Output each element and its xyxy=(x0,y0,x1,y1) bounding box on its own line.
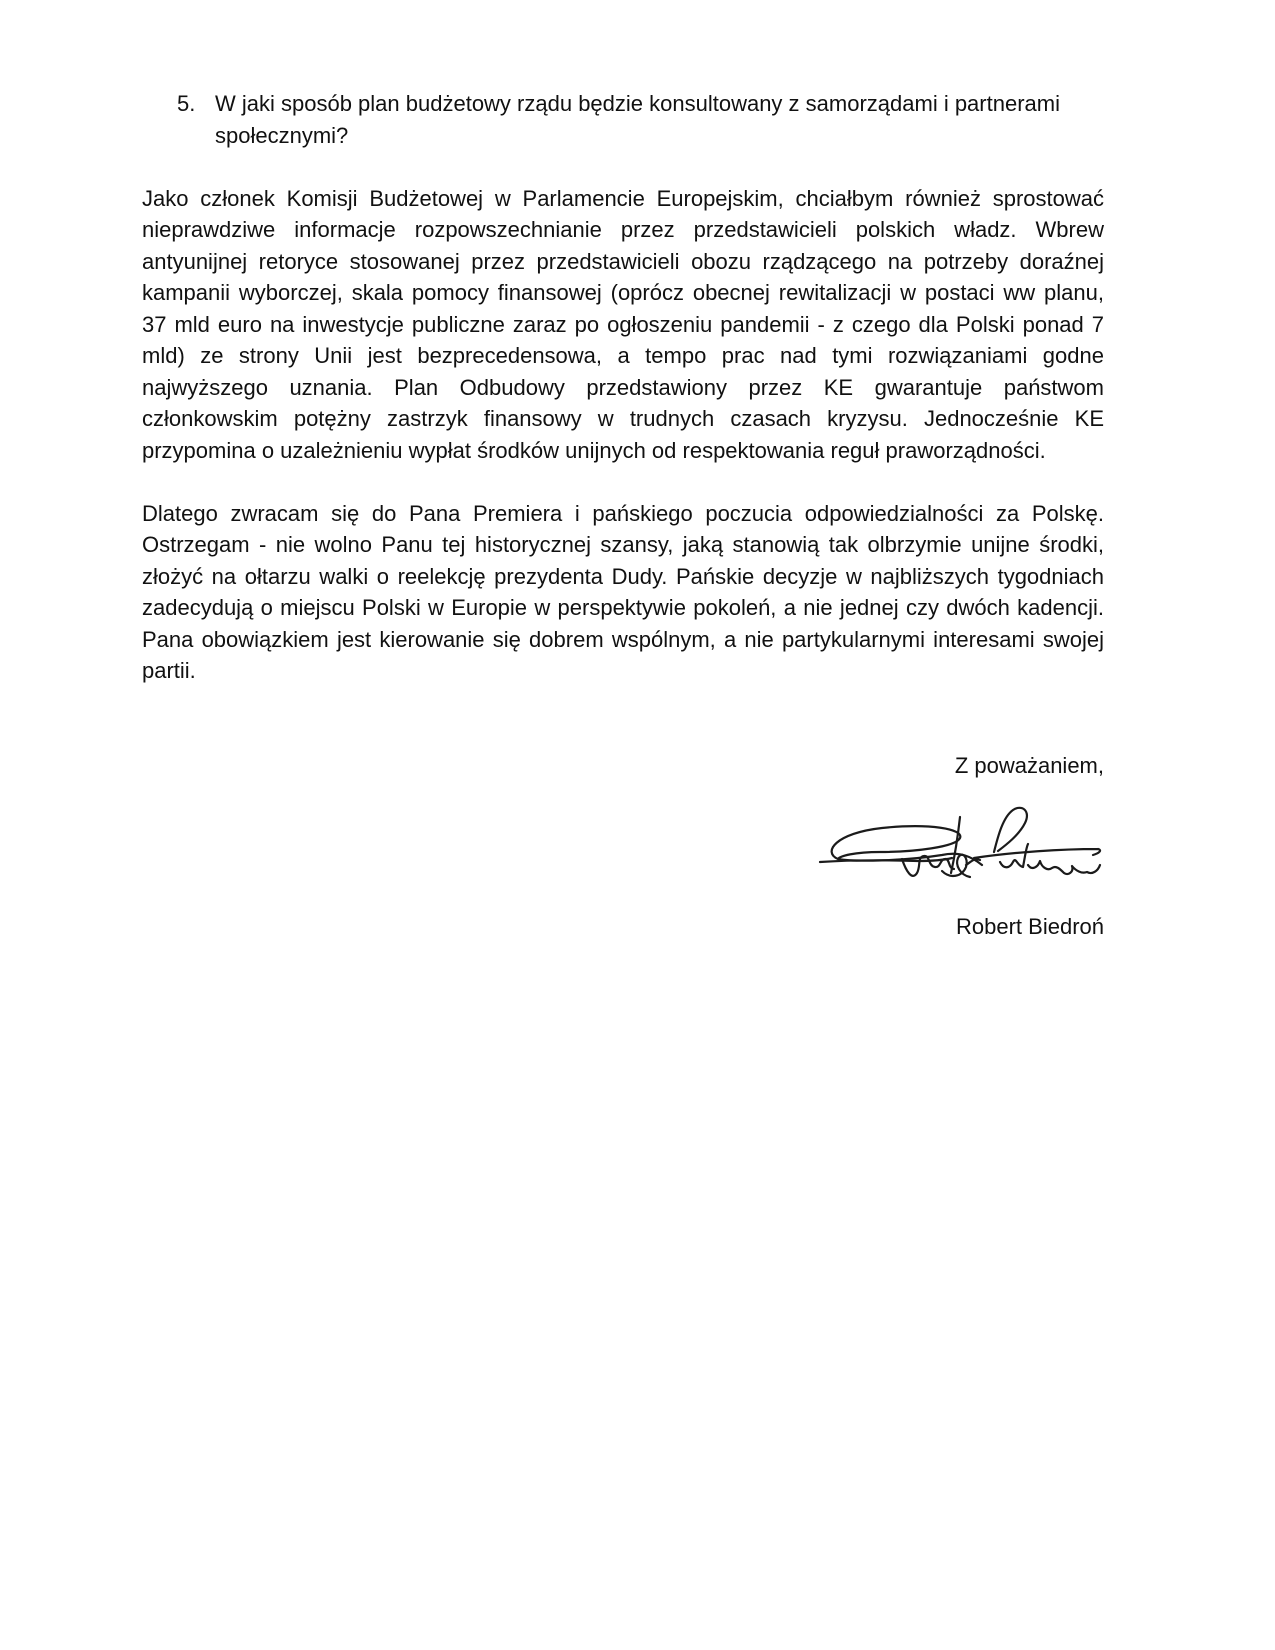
signature-block xyxy=(814,805,1104,885)
signatory-name: Robert Biedroń xyxy=(956,914,1104,939)
question-text: W jaki sposób plan budżetowy rządu będzie konsultowany z samorządami i partnerami społecznymi? xyxy=(215,91,1060,148)
numbered-question-item xyxy=(177,88,1104,151)
valediction-text: Z poważaniem, xyxy=(954,752,1104,778)
question-number: 5. xyxy=(177,91,196,116)
handwritten-signature-icon xyxy=(814,805,1104,885)
body-paragraph-2: Dlatego zwracam się do Pana Premiera i pańskiego poczucia odpowiedzialności za Polskę. Ostrzegam - nie wolno Panu tej historycznej szansy, jaką stanowią tak olbrzymie unijne środki, złożyć na ołtarzu walki o reelekcję prezydenta Dudy. Pańskie decyzje w najbliższych tygodniach zadecydują o miejscu Polski w Europie w perspektywie pokoleń, a nie jednej czy dwóch kadencji. Pana obowiązkiem jest kierowanie się dobrem wspólnym, a nie partykularnymi interesami swojej partii. xyxy=(142,500,1104,683)
letter-body xyxy=(142,88,1104,943)
body-paragraph-1: Jako członek Komisji Budżetowej w Parlamencie Europejskim, chciałbym również sprostować nieprawdziwe informacje rozpowszechnianie przez przedstawicieli polskich władz. Wbrew antyunijnej retoryce stosowanej przez przedstawicieli obozu rządzącego na potrzeby doraźnej kampanii wyborczej, skala pomocy finansowej (oprócz obecnej rewitalizacji w postaci ww planu, 37 mld euro na inwestycje publiczne zaraz po ogłoszeniu pandemii - z czego dla Polski ponad 7 mld) ze strony Unii jest bezprecedensowa, a tempo prac nad tymi rozwiązaniami godne najwyższego uznania. Plan Odbudowy przedstawiony przez KE gwarantuje państwom członkowskim potężny zastrzyk finansowy w trudnych czasach kryzysu. Jednocześnie KE przypomina o uzależnieniu wypłat środków unijnych od respektowania reguł praworządności. xyxy=(142,185,1104,463)
